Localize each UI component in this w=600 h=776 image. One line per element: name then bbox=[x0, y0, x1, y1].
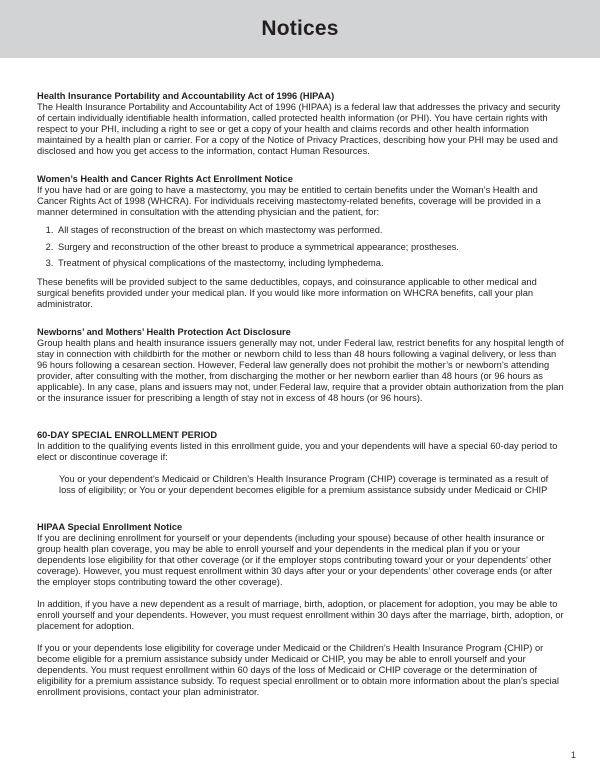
section-newborns-mothers-notice bbox=[37, 327, 565, 404]
list-item: 2. Surgery and reconstruction of the other breast to produce a symmetrical appearance; prostheses. bbox=[56, 242, 565, 253]
indented-paragraph: You or your dependent’s Medicaid or Children’s Health Insurance Program (CHIP) coverage is terminated as a result of loss of eligibility; or You or your dependent becomes eligible for a premium assistance subsidy under Medicaid or CHIP bbox=[59, 474, 549, 495]
section-heading: Health Insurance Portability and Accountability Act of 1996 (HIPAA) bbox=[37, 91, 335, 101]
notices-content bbox=[0, 58, 600, 698]
paragraph: If you are declining enrollment for yourself or your dependents (including your spouse) because of other health insurance or group health plan coverage, you may be able to enroll yourself and your dependents in the medical plan if you or your dependents lose eligibility for that other coverage (or if the employer stops contributing toward your or your dependents’ other coverage). However, you must request enrollment within 30 days after your or your dependents’ other coverage ends (or after the employer stops contributing toward the other coverage). bbox=[37, 533, 553, 587]
paragraph: If you or your dependents lose eligibility for coverage under Medicaid or the Children’s Health Insurance Program {CHIP) or become eligible for a premium assistance subsidy under Medicaid or CHIP, you may be able to enroll yourself and your dependents. You must request enrollment within 60 days of the loss of Medicaid or CHIP coverage or the determination of eligibility for a premium assistance subsidy. To request special enrollment or to obtain more information about the plan’s special enrollment provisions, contact your plan administrator. bbox=[37, 643, 559, 697]
list-item: 1. All stages of reconstruction of the breast on which mastectomy was performed. bbox=[56, 225, 565, 236]
section-heading: 60-DAY SPECIAL ENROLLMENT PERIOD bbox=[37, 430, 218, 440]
paragraph: Group health plans and health insurance issuers generally may not, under Federal law, restrict benefits for any hospital length of stay in connection with childbirth for the mother or newborn child to less than 48 hours following a vaginal delivery, or less than 96 hours following a cesarean section. However, Federal law generally does not prohibit the mother’s or newborn’s attending provider, after consulting with the mother, from discharging the mother or her newborn earlier than 48 hours (or 96 hours as applicable). In any case, plans and issuers may not, under Federal law, require that a provider obtain authorization from the plan or the insurance issuer for prescribing a length of stay not in excess of 48 hours (or 96 hours). bbox=[37, 338, 564, 403]
paragraph: The Health Insurance Portability and Accountability Act of 1996 (HIPAA) is a federal law that addresses the privacy and security of certain individually identifiable health information, called protected health information (or PHI). You have certain rights with respect to your PHI, including a right to see or get a copy of your health and claims records and other health information maintained by a health plan or carrier. For a copy of the Notice of Privacy Practices, describing how your PHI may be used and disclosed and how you get access to the information, contact Human Resources. bbox=[37, 102, 561, 156]
section-hipaa-privacy-notice bbox=[37, 91, 565, 157]
paragraph: These benefits will be provided subject to the same deductibles, copays, and coinsurance applicable to other medical and surgical benefits provided under your medical plan. If you would like more information on WHCRA benefits, call your plan administrator. bbox=[37, 277, 537, 309]
section-heading: HIPAA Special Enrollment Notice bbox=[37, 522, 183, 532]
paragraph: If you have had or are going to have a mastectomy, you may be entitled to certain benefits under the Woman’s Health and Cancer Rights Act of 1998 (WHCRA). For individuals receiving mastectomy-related benefits, coverage will be provided in a manner determined in consultation with the attending physician and the patient, for: bbox=[37, 185, 541, 217]
paragraph: In addition, if you have a new dependent as a result of marriage, birth, adoption, or placement for adoption, you may be able to enroll yourself and your dependents. However, you must request enrollment within 30 days after the marriage, birth, adoption, or placement for adoption. bbox=[37, 599, 564, 631]
whcra-benefits-list bbox=[43, 225, 565, 269]
section-hipaa-special-enrollment bbox=[37, 522, 565, 698]
section-heading: Women’s Health and Cancer Rights Act Enrollment Notice bbox=[37, 174, 293, 184]
page-number: 1 bbox=[570, 750, 576, 761]
page-title: Notices bbox=[261, 17, 339, 40]
section-heading: Newborns’ and Mothers’ Health Protection Act Disclosure bbox=[37, 327, 291, 337]
section-60-day-enrollment-period bbox=[37, 430, 565, 496]
list-item: 3. Treatment of physical complications of the mastectomy, including lymphedema. bbox=[56, 258, 565, 269]
paragraph: In addition to the qualifying events listed in this enrollment guide, you and your dependents will have a special 60-day period to elect or discontinue coverage if: bbox=[37, 441, 558, 462]
section-whcra-notice bbox=[37, 174, 565, 310]
notices-header bbox=[0, 0, 600, 58]
